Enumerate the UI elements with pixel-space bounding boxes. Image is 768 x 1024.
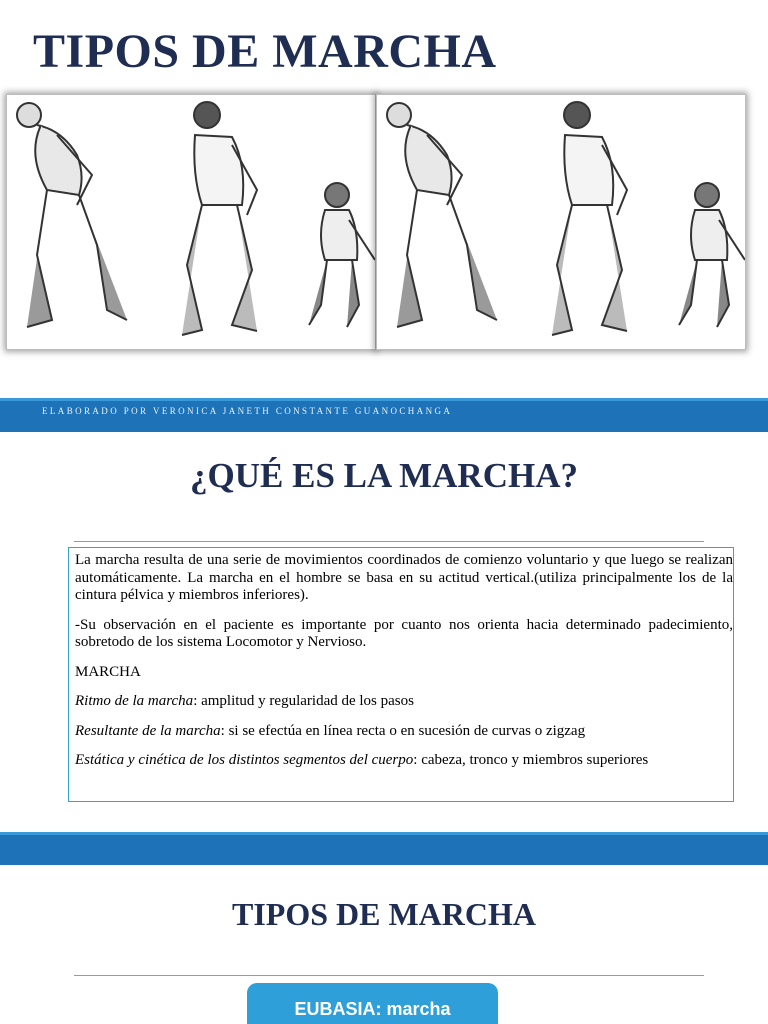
paragraph: -Su observación en el paciente es importante por cuanto nos orienta hacia determinado padecimiento, sobretodo de los sistema Locomotor y Nervioso. — [75, 616, 733, 650]
walking-figures-panel-left — [6, 94, 376, 350]
divider — [74, 975, 704, 976]
term: Ritmo de la marcha — [75, 693, 194, 709]
definition: : si se efectúa en línea recta o en sucesión de curvas o zigzag — [220, 722, 586, 739]
definition: : amplitud y regularidad de los pasos — [193, 693, 414, 709]
term: Estática y cinética de los distintos segmentos del cuerpo — [75, 752, 414, 768]
slide-title: TIPOS DE MARCHA — [33, 25, 497, 78]
footer-band — [0, 832, 768, 865]
author-credit: ELABORADO POR VERONICA JANETH CONSTANTE GUANOCHANGA — [42, 406, 453, 416]
eubasia-button[interactable]: EUBASIA: marcha — [247, 983, 498, 1024]
slide-title: ¿QUÉ ES LA MARCHA? — [190, 456, 578, 495]
divider — [74, 541, 704, 542]
paragraph — [75, 752, 733, 770]
paragraph — [75, 723, 733, 741]
walking-figures-panel-right — [376, 94, 746, 350]
definition: : cabeza, tronco y miembros superiores — [413, 752, 649, 768]
slide-title: TIPOS DE MARCHA — [231, 896, 536, 932]
paragraph: La marcha resulta de una serie de movimientos coordinados de comienzo voluntario y que luego se realizan automáticamente. La marcha en el hombre se basa en su actitud vertical.(utiliza principalmente los de la cintura pélvica y miembros inferiores). — [75, 552, 733, 603]
content-textbox — [68, 547, 734, 802]
walking-figures-image — [6, 94, 748, 350]
paragraph — [75, 693, 733, 711]
term: Resultante de la marcha — [75, 722, 221, 739]
paragraph: MARCHA — [75, 663, 141, 680]
